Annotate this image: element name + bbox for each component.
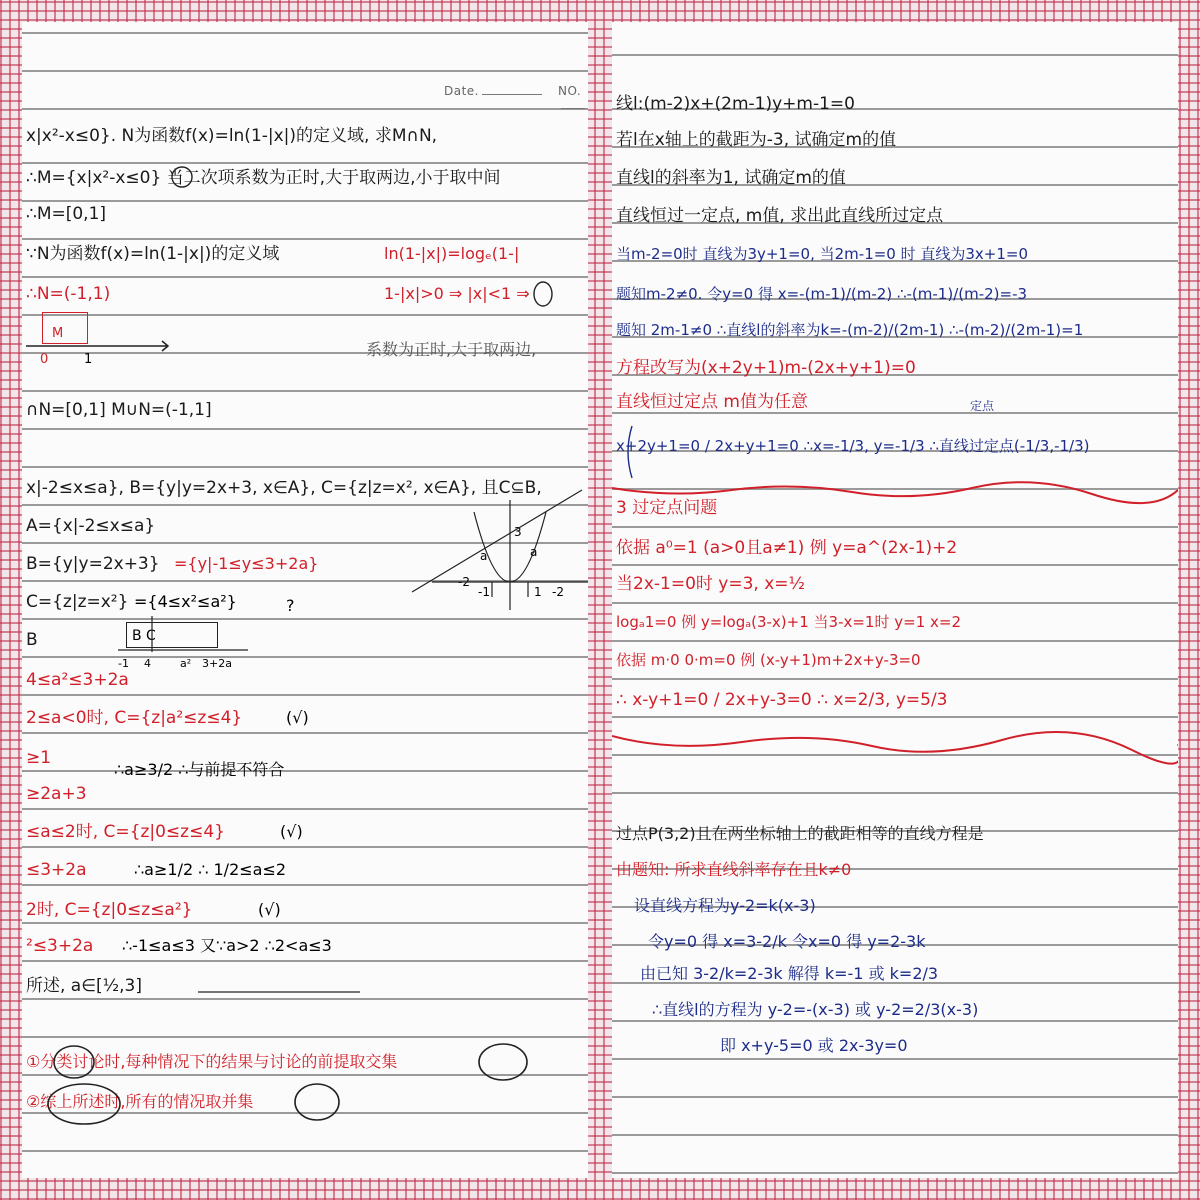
coef-note: 系数为正时,大于取两边,	[366, 340, 537, 359]
note-line: 直线恒过一定点, m值, 求出此直线所过定点	[616, 206, 944, 226]
fixed-point-label: 定点	[970, 399, 995, 413]
note-line: ∴N=(-1,1)	[26, 284, 111, 304]
note-line: B	[26, 630, 38, 650]
M-label: M	[52, 326, 64, 341]
note-line: ∴直线l的方程为 y-2=-(x-3) 或 y-2=2/3(x-3)	[652, 1000, 979, 1019]
note-line: ②综上所述时,所有的情况取并集	[26, 1092, 254, 1111]
note-line: 若l在x轴上的截距为-3, 试确定m的值	[616, 130, 897, 150]
conclusion: ∴a≥3/2 ∴与前提不符合	[114, 760, 285, 779]
right-notebook-page	[612, 22, 1178, 1178]
note-line: ≥1	[26, 748, 52, 768]
note-line: ²≤3+2a	[26, 936, 94, 956]
note-line: 题知m-2≠0. 令y=0 得 x=-(m-1)/(m-2) ∴-(m-1)/(m-2)=-3	[616, 285, 1028, 303]
note-line: ∵N为函数f(x)=ln(1-|x|)的定义域	[26, 244, 280, 264]
note-line: x|-2≤x≤a}, B={y|y=2x+3, x∈A}, C={z|z=x², x∈A}, 且C⊆B,	[26, 478, 542, 498]
note-line: 依据 a⁰=1 (a>0且a≠1) 例 y=a^(2x-1)+2	[616, 538, 958, 558]
question-mark: ?	[286, 596, 295, 615]
left-notebook-page	[22, 22, 588, 1178]
graph-label: -2	[552, 585, 564, 599]
C-range: ={4≤x²≤a²}	[134, 592, 237, 611]
note-line: ∴ x-y+1=0 / 2x+y-3=0 ∴ x=2/3, y=5/3	[616, 690, 948, 710]
graph-label: a	[530, 545, 538, 559]
note-line: 过点P(3,2)且在两坐标轴上的截距相等的直线方程是	[616, 824, 984, 843]
B-range: ={y|-1≤y≤3+2a}	[174, 554, 319, 573]
note-line: 由题知: 所求直线斜率存在且k≠0	[616, 860, 852, 879]
tick-label: -1	[118, 657, 129, 670]
date-label: Date.	[444, 84, 542, 98]
note-line: ≤a≤2时, C={z|0≤z≤4}	[26, 822, 225, 842]
note-line: B={y|y=2x+3}	[26, 554, 160, 574]
note-line: ∴M=[0,1]	[26, 204, 107, 224]
note-line: 4≤a²≤3+2a	[26, 670, 129, 690]
note-line: ≥2a+3	[26, 784, 87, 804]
note-line: 所述, a∈[½,3]	[26, 976, 142, 996]
note-line: 线l:(m-2)x+(2m-1)y+m-1=0	[616, 94, 855, 114]
note-line: 3 过定点问题	[616, 498, 718, 518]
note-line: 直线l的斜率为1, 试确定m的值	[616, 168, 846, 188]
note-line: logₐ1=0 例 y=logₐ(3-x)+1 当3-x=1时 y=1 x=2	[616, 613, 961, 631]
note-line: 2时, C={z|0≤z≤a²}	[26, 900, 193, 920]
note-line: ≤3+2a	[26, 860, 87, 880]
number-label: NO.	[558, 84, 588, 112]
note-line: 当m-2=0时 直线为3y+1=0, 当2m-1=0 时 直线为3x+1=0	[616, 245, 1029, 263]
check-mark: (√)	[258, 900, 281, 919]
BC-label: B C	[132, 628, 156, 644]
note-line: x+2y+1=0 / 2x+y+1=0 ∴x=-1/3, y=-1/3 ∴直线过定点(-1/3,-1/3)	[616, 437, 1090, 455]
interval-box	[42, 312, 88, 344]
tick-label: 0	[40, 352, 49, 367]
note-line: 2≤a<0时, C={z|a²≤z≤4}	[26, 708, 243, 728]
note-line: 直线恒过定点 m值为任意	[616, 392, 808, 412]
ln-note: ln(1-|x|)=logₑ(1-|	[384, 244, 520, 263]
note-line: 设直线方程为y-2=k(x-3)	[634, 896, 816, 915]
graph-label: a	[480, 549, 488, 563]
tick-label: a²	[180, 657, 192, 670]
note-line: A={x|-2≤x≤a}	[26, 516, 156, 536]
check-mark: (√)	[286, 708, 309, 727]
note-line: 当2x-1=0时 y=3, x=½	[616, 574, 806, 594]
tick-label: 3+2a	[202, 657, 232, 670]
graph-label: -1	[478, 585, 490, 599]
note-line: ①分类讨论时,每种情况下的结果与讨论的前提取交集	[26, 1052, 398, 1071]
note-line: 题知 2m-1≠0 ∴直线l的斜率为k=-(m-2)/(2m-1) ∴-(m-2)/(2m-1)=1	[616, 321, 1084, 339]
note-line: x|x²-x≤0}. N为函数f(x)=ln(1-|x|)的定义域, 求M∩N,	[26, 126, 438, 146]
graph-label: -2	[458, 575, 470, 589]
note-line: 令y=0 得 x=3-2/k 令x=0 得 y=2-3k	[648, 932, 926, 951]
check-mark: (√)	[280, 822, 303, 841]
note-line: ∴M={x|x²-x≤0} 当二次项系数为正时,大于取两边,小于取中间	[26, 168, 501, 188]
range-note: ∴-1≤a≤3 又∵a>2 ∴2<a≤3	[122, 936, 332, 955]
tick-label: 4	[144, 657, 151, 670]
graph-label: 1	[534, 585, 542, 599]
tick-label: 1	[84, 352, 93, 367]
note-line: ∩N=[0,1] M∪N=(-1,1]	[26, 400, 212, 420]
abs-note: 1-|x|>0 ⇒ |x|<1 ⇒	[384, 284, 530, 303]
note-line: C={z|z=x²}	[26, 592, 129, 612]
note-line: 方程改写为(x+2y+1)m-(2x+y+1)=0	[616, 358, 916, 378]
note-line: 由已知 3-2/k=2-3k 解得 k=-1 或 k=2/3	[640, 964, 939, 983]
graph-label: 3	[514, 525, 522, 539]
note-line: 依据 m·0 0·m=0 例 (x-y+1)m+2x+y-3=0	[616, 651, 921, 669]
range-note: ∴a≥1/2 ∴ 1/2≤a≤2	[134, 860, 287, 879]
note-line: 即 x+y-5=0 或 2x-3y=0	[720, 1036, 908, 1055]
